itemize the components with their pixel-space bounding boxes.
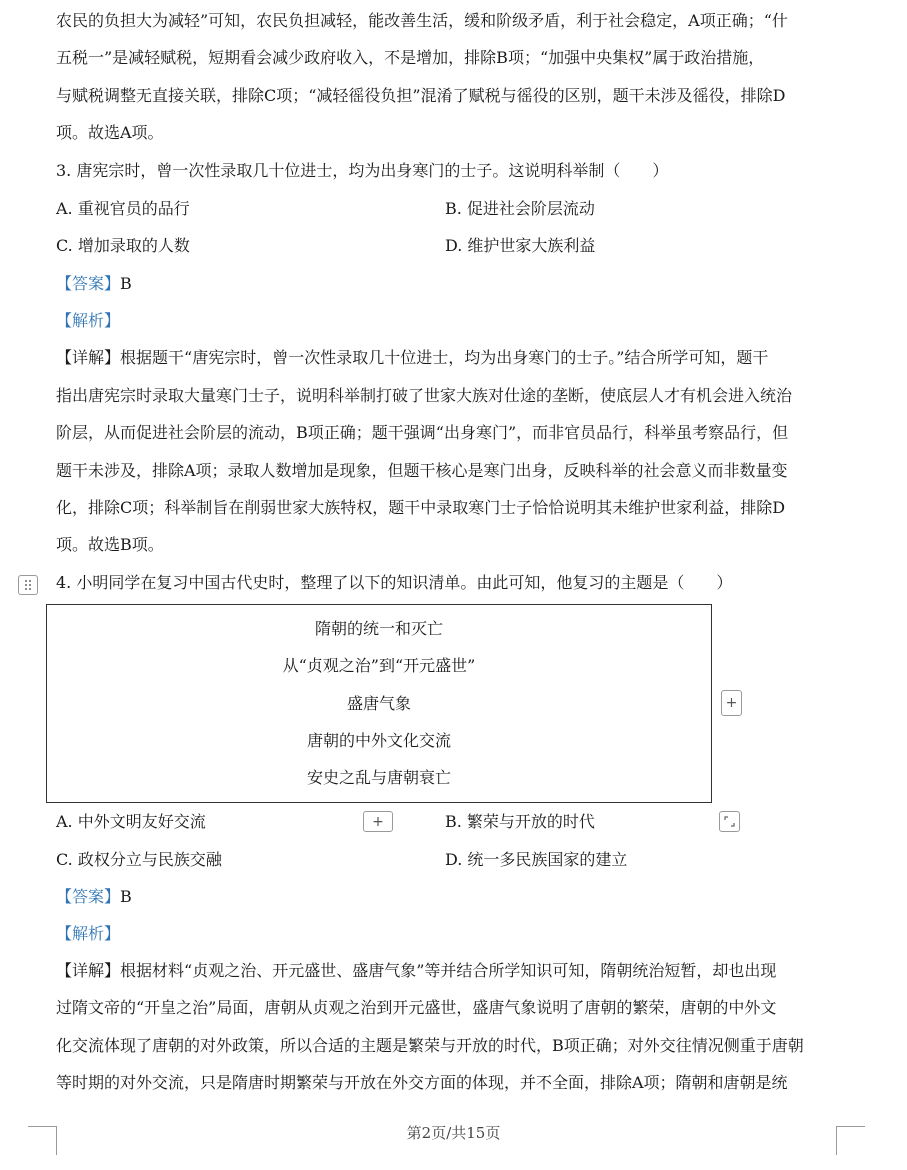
q4-detail-line: [56, 961, 776, 981]
table-row: 隋朝的统一和灭亡: [314, 619, 443, 638]
q3-detail-line: 题干未涉及，排除A项；录取人数增加是现象，但题干核心是寒门出身，反映科举的社会意义而非数量变: [56, 461, 788, 480]
q4-option-c: C. 政权分立与民族交融: [56, 850, 222, 869]
q4-analysis-tag: 【解析】: [56, 924, 121, 943]
q3-option-d: D. 维护世家大族利益: [445, 236, 596, 255]
text-line: 与赋税调整无直接关联，排除C项；“减轻徭役负担”混淆了赋税与徭役的区别，题干未涉及徭役，排除D: [56, 86, 786, 105]
q3-option-a: A. 重视官员的品行: [56, 199, 190, 218]
q4-detail-line: 等时期的对外交流，只是隋唐时期繁荣与开放在外交方面的体现，并不全面，排除A项；隋朝和唐朝是统: [56, 1073, 788, 1092]
add-row-icon[interactable]: +: [363, 811, 393, 832]
q4-answer: [56, 887, 132, 907]
q3-detail-line: 阶层，从而促进社会阶层的流动，B项正确；题干强调“出身寒门”，而非官员品行，科举虽考察品行，但: [56, 423, 789, 442]
text-line: 农民的负担大为减轻”可知，农民负担减轻，能改善生活，缓和阶级矛盾，利于社会稳定，A项正确；“什: [56, 11, 788, 30]
q3-option-b: B. 促进社会阶层流动: [445, 199, 595, 218]
q3-option-c: C. 增加录取的人数: [56, 236, 190, 255]
grip-icon[interactable]: [18, 575, 38, 595]
q3-detail-line: 指出唐宪宗时录取大量寒门士子，说明科举制打破了世家大族对仕途的垄断，使底层人才有机会进入统治: [56, 386, 793, 405]
knowledge-table: [46, 604, 712, 803]
answer-value: B: [120, 887, 132, 906]
answer-tag: 【答案】: [56, 274, 121, 293]
q4-option-a: A. 中外文明友好交流: [56, 812, 206, 831]
q3-detail-line: [56, 348, 768, 368]
text-line: 五税一”是减轻赋税，短期看会减少政府收入，不是增加，排除B项；“加强中央集权”属于政治措施，: [56, 48, 765, 67]
table-row: 盛唐气象: [346, 694, 411, 713]
detail-text: 根据题干“唐宪宗时，曾一次性录取几十位进士，均为出身寒门的士子。”结合所学可知，题干: [120, 348, 769, 367]
table-row: 安史之乱与唐朝衰亡: [306, 768, 451, 787]
detail-text: 根据材料“贞观之治、开元盛世、盛唐气象”等并结合所学知识可知，隋朝统治短暂，却也出现: [120, 961, 777, 980]
answer-tag: 【答案】: [56, 887, 121, 906]
q4-detail-line: 过隋文帝的“开皇之治”局面，唐朝从贞观之治到开元盛世，盛唐气象说明了唐朝的繁荣，唐朝的中外文: [56, 998, 777, 1017]
page-footer: 第2页/共15页: [406, 1124, 501, 1142]
text-line: 项。故选A项。: [56, 123, 164, 142]
q3-analysis-tag: 【解析】: [56, 311, 121, 330]
detail-tag: 【详解】: [56, 961, 121, 980]
table-row: 从“贞观之治”到“开元盛世”: [282, 656, 476, 675]
q4-option-b: B. 繁荣与开放的时代: [445, 812, 595, 831]
q4-detail-line: 化交流体现了唐朝的对外政策，所以合适的主题是繁荣与开放的时代，B项正确；对外交往情况侧重于唐朝: [56, 1036, 804, 1055]
resize-icon[interactable]: [719, 811, 740, 832]
q3-answer: [56, 274, 132, 294]
table-row: 唐朝的中外文化交流: [306, 731, 451, 750]
detail-tag: 【详解】: [56, 348, 121, 367]
q4-option-d: D. 统一多民族国家的建立: [445, 850, 628, 869]
q3-detail-line: 化，排除C项；科举制旨在削弱世家大族特权，题干中录取寒门士子恰恰说明其未维护世家利益，排除D: [56, 498, 786, 517]
question-3-stem: 3. 唐宪宗时，曾一次性录取几十位进士，均为出身寒门的士子。这说明科举制（ ）: [56, 161, 669, 180]
answer-value: B: [120, 274, 132, 293]
q3-detail-line: 项。故选B项。: [56, 535, 164, 554]
add-column-icon[interactable]: +: [721, 690, 742, 716]
question-4-stem: 4. 小明同学在复习中国古代史时，整理了以下的知识清单。由此可知，他复习的主题是（ ）: [56, 573, 733, 592]
